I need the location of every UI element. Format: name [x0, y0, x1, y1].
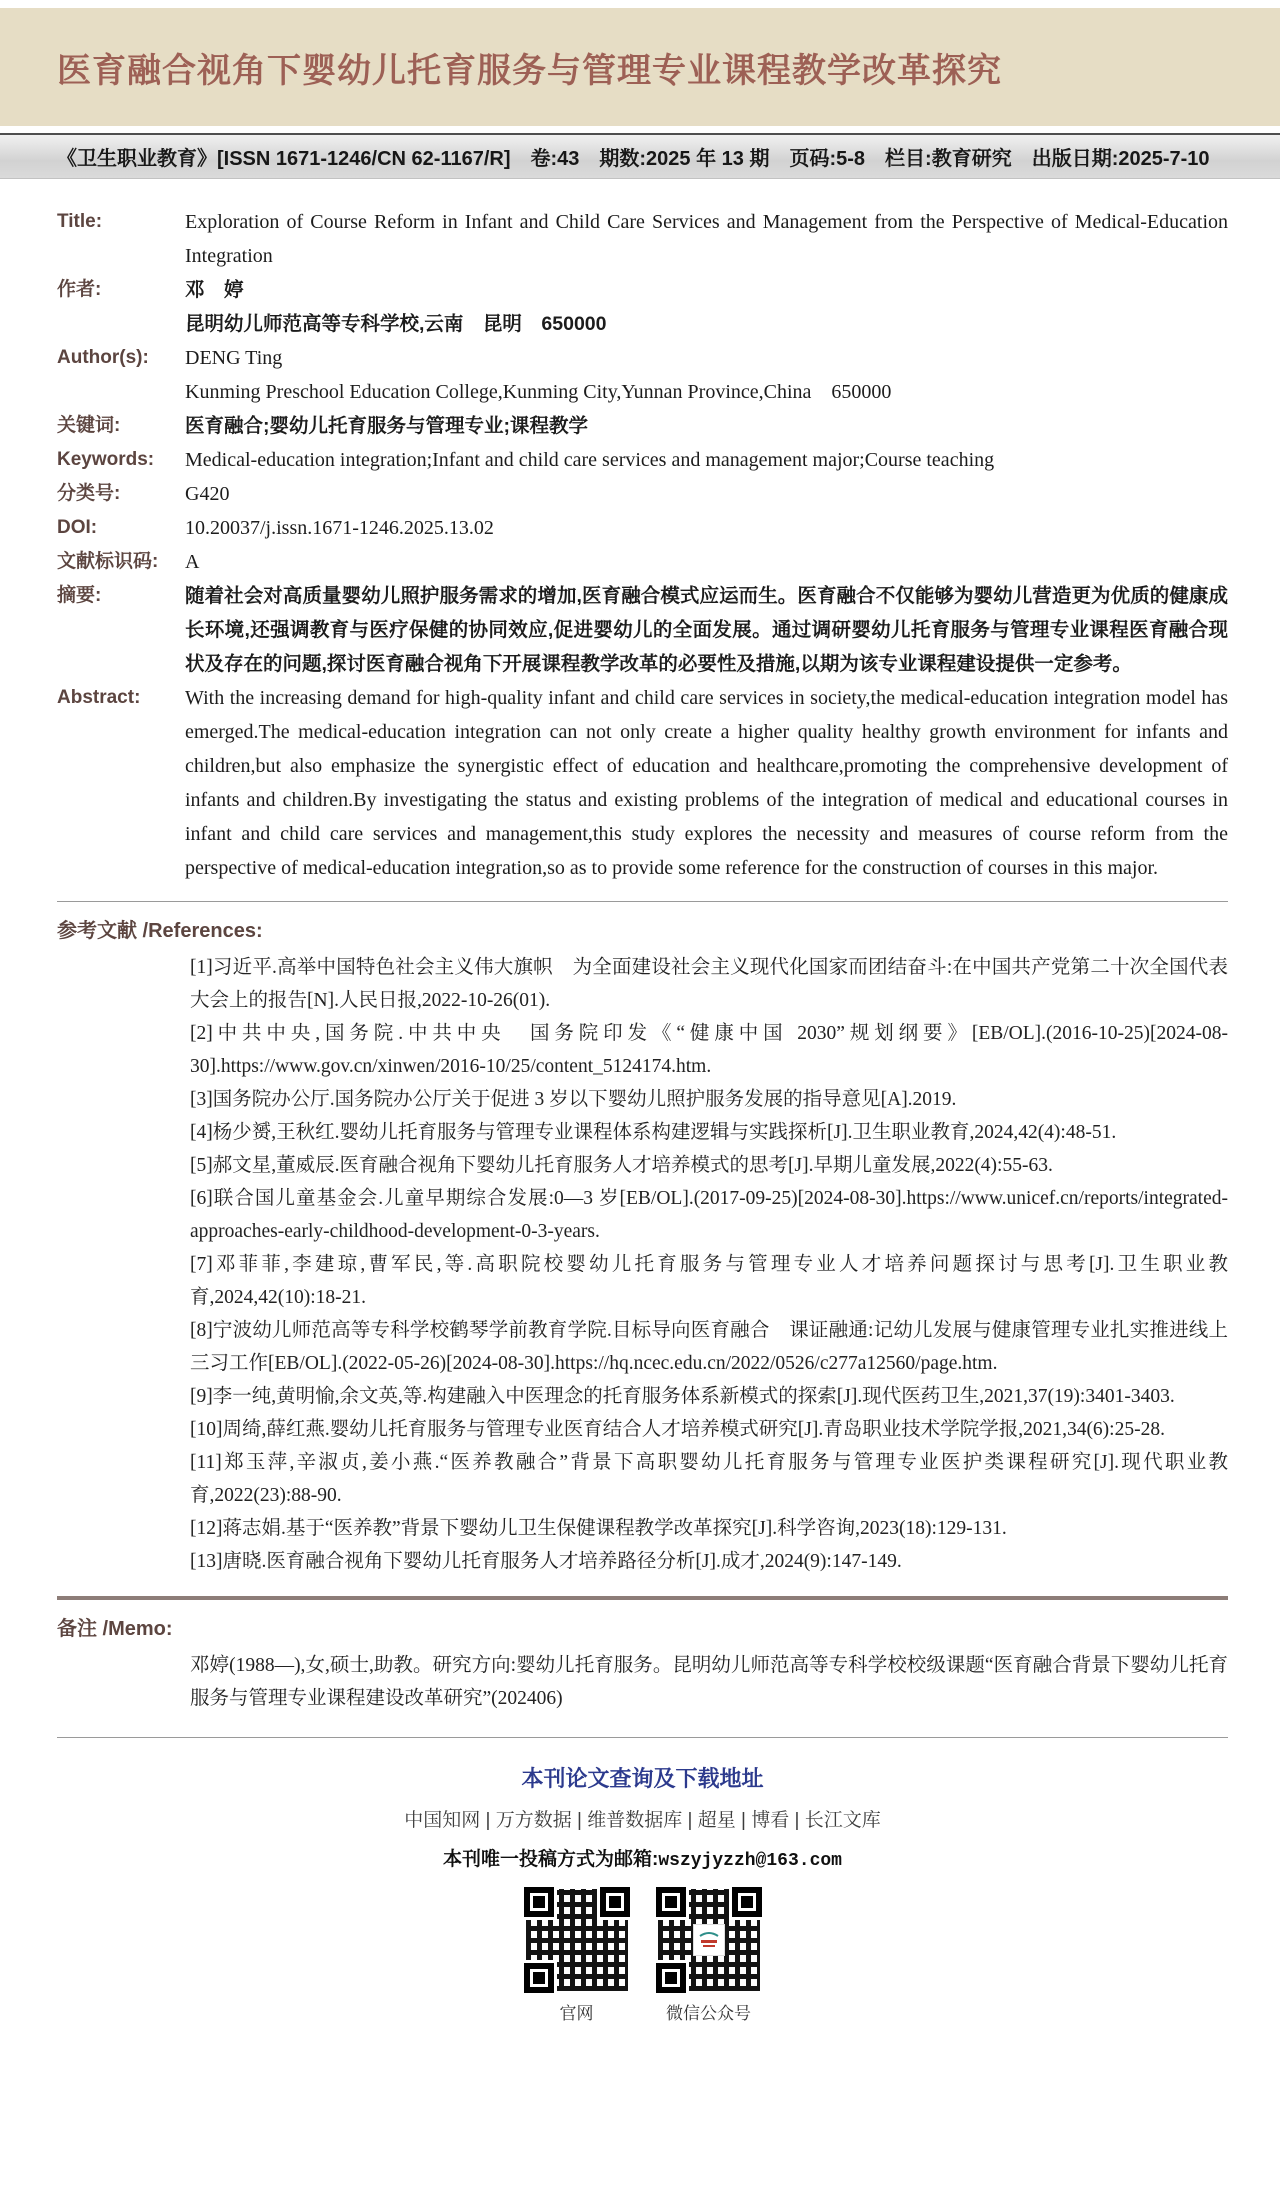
- email-address: wszyjyzzh@163.com: [658, 1851, 842, 1871]
- author-en-value: [185, 341, 1228, 409]
- divider: [57, 901, 1228, 902]
- qr-finder-icon: [600, 1887, 630, 1917]
- abstract-cn-value: 随着社会对高质量婴幼儿照护服务需求的增加,医育融合模式应运而生。医育融合不仅能够为婴幼儿营造更为优质的健康成长环境,还强调教育与医疗保健的协同效应,促进婴幼儿的全面发展。通过调研婴幼儿托育服务与管理专业课程医育融合现状及存在的问题,探讨医育融合视角下开展课程教学改革的必要性及措施,以期为该专业课程建设提供一定参考。: [185, 585, 1228, 675]
- reference-item: [4]杨少赟,王秋红.婴幼儿托育服务与管理专业课程体系构建逻辑与实践探析[J].卫生职业教育,2024,42(4):48-51.: [190, 1122, 1117, 1143]
- abstract-en-label: Abstract:: [57, 687, 141, 708]
- title-label: Title:: [57, 211, 103, 232]
- reference-item: [2]中共中央,国务院.中共中央 国务院印发《“健康中国 2030”规划纲要》[EB/OL].(2016-10-25)[2024-08-30].https://www.gov.cn/xinwen/2016-10/25/content_5124174.htm.: [190, 1023, 1228, 1077]
- qr-code-row: [57, 1887, 1228, 2024]
- abstract-en-value: With the increasing demand for high-quality infant and child care services in society,the medical-education integration model has emerged.The medical-education integration can not only create a higher quality healthy growth environment for infants and children,but also emphasize the synergistic effect of education and healthcare,promoting the comprehensive development of infants and children.By investigating the status and existing problems of the integration of medical and educational courses in infant and child care services and management,this study explores the necessity and measures of course reform from the perspective of medical-education integration,so as to provide some reference for the construction of courses in this major.: [185, 687, 1228, 879]
- meta-row-doi: [57, 511, 1228, 545]
- qr-label-official: 官网: [559, 2004, 594, 2023]
- qr-finder-icon: [524, 1887, 554, 1917]
- meta-row-clc: [57, 477, 1228, 511]
- doi-label: DOI:: [57, 517, 98, 538]
- author-en-affiliation: Kunming Preschool Education College,Kunming City,Yunnan Province,China 650000: [185, 381, 892, 403]
- reference-item: [3]国务院办公厅.国务院办公厅关于促进 3 岁以下婴幼儿照护服务发展的指导意见[A].2019.: [190, 1089, 957, 1110]
- keywords-cn-label: 关键词:: [57, 415, 121, 436]
- meta-row-abstract-en: [57, 681, 1228, 885]
- email-prefix: 本刊唯一投稿方式为邮箱:: [443, 1849, 659, 1870]
- qr-finder-icon: [524, 1963, 554, 1993]
- meta-row-abstract-cn: [57, 579, 1228, 681]
- abstract-cn-label: 摘要:: [57, 585, 102, 606]
- reference-item: [10]周绮,薛红燕.婴幼儿托育服务与管理专业医育结合人才培养模式研究[J].青岛职业技术学院学报,2021,34(6):25-28.: [190, 1419, 1165, 1440]
- memo-text: 邓婷(1988—),女,硕士,助教。研究方向:婴幼儿托育服务。昆明幼儿师范高等专科学校校级课题“医育融合背景下婴幼儿托育服务与管理专业课程建设改革研究”(202406): [190, 1655, 1228, 1709]
- journal-info-text: 《卫生职业教育》[ISSN 1671-1246/CN 62-1167/R] 卷:43 期数:2025 年 13 期 页码:5-8 栏目:教育研究 出版日期:2025-7-10: [57, 148, 1210, 170]
- meta-row-doc-code: [57, 545, 1228, 579]
- meta-row-title: [57, 205, 1228, 273]
- clc-label: 分类号:: [57, 483, 121, 504]
- references-list: [190, 951, 1228, 1578]
- footer-title: 本刊论文查询及下载地址: [521, 1766, 764, 1791]
- reference-item: [11]郑玉萍,辛淑贞,姜小燕.“医养教融合”背景下高职婴幼儿托育服务与管理专业医护类课程研究[J].现代职业教育,2022(23):88-90.: [190, 1452, 1228, 1506]
- keywords-cn-value: 医育融合;婴幼儿托育服务与管理专业;课程教学: [185, 415, 588, 437]
- author-cn-value: [185, 273, 1228, 341]
- keywords-en-label: Keywords:: [57, 449, 155, 470]
- divider: [57, 1737, 1228, 1738]
- keywords-en-value: Medical-education integration;Infant and child care services and management major;Course teaching: [185, 449, 995, 471]
- qr-finder-icon: [656, 1887, 686, 1917]
- official-site-qr-block: [524, 1887, 630, 2024]
- doc-code-label: 文献标识码:: [57, 551, 159, 572]
- journal-logo-icon: [693, 1924, 725, 1956]
- journal-info-bar: [0, 135, 1280, 179]
- meta-row-keywords-en: [57, 443, 1228, 477]
- metadata-section: [0, 179, 1280, 2024]
- clc-value: G420: [185, 483, 230, 505]
- meta-row-author-cn: [57, 273, 1228, 341]
- wechat-qrcode-icon: [656, 1887, 762, 1993]
- qr-label-wechat: 微信公众号: [666, 2004, 751, 2023]
- title-value: Exploration of Course Reform in Infant and Child Care Services and Management from the Perspective of Medical-Education Integration: [185, 211, 1228, 267]
- author-cn-name: 邓 婷: [185, 279, 244, 301]
- author-en-name: DENG Ting: [185, 347, 283, 369]
- meta-row-keywords-cn: [57, 409, 1228, 443]
- author-cn-label: 作者:: [57, 279, 102, 300]
- author-cn-affiliation: 昆明幼儿师范高等专科学校,云南 昆明 650000: [185, 313, 607, 335]
- qr-finder-icon: [732, 1887, 762, 1917]
- memo-body: [190, 1649, 1228, 1715]
- meta-row-author-en: [57, 341, 1228, 409]
- references-heading: 参考文献 /References:: [57, 920, 263, 942]
- wechat-qr-block: [656, 1887, 762, 2024]
- memo-heading: 备注 /Memo:: [57, 1618, 173, 1640]
- submission-email: [57, 1844, 1228, 1871]
- reference-item: [9]李一纯,黄明愉,余文英,等.构建融入中医理念的托育服务体系新模式的探索[J].现代医药卫生,2021,37(19):3401-3403.: [190, 1386, 1175, 1407]
- memo-divider: [57, 1596, 1228, 1600]
- doi-value: 10.20037/j.issn.1671-1246.2025.13.02: [185, 517, 494, 539]
- footer-section: [57, 1762, 1228, 2024]
- official-site-qrcode-icon: [524, 1887, 630, 1993]
- author-en-label: Author(s):: [57, 347, 149, 368]
- reference-item: [6]联合国儿童基金会.儿童早期综合发展:0—3 岁[EB/OL].(2017-09-25)[2024-08-30].https://www.unicef.cn/reports/integrated-approaches-early-childhood-development-0-3-years.: [190, 1188, 1228, 1242]
- reference-item: [7]邓菲菲,李建琼,曹军民,等.高职院校婴幼儿托育服务与管理专业人才培养问题探讨与思考[J].卫生职业教育,2024,42(10):18-21.: [190, 1254, 1228, 1308]
- article-title-cn: 医育融合视角下婴幼儿托育服务与管理专业课程教学改革探究: [57, 51, 1002, 90]
- database-list: 中国知网 | 万方数据 | 维普数据库 | 超星 | 博看 | 长江文库: [404, 1810, 881, 1831]
- reference-item: [8]宁波幼儿师范高等专科学校鹤琴学前教育学院.目标导向医育融合 课证融通:记幼儿发展与健康管理专业扎实推进线上三习工作[EB/OL].(2022-05-26)[2024-08-30].https://hq.ncec.edu.cn/2022/0526/c277a12560/page.htm.: [190, 1320, 1228, 1374]
- reference-item: [13]唐晓.医育融合视角下婴幼儿托育服务人才培养路径分析[J].成才,2024(9):147-149.: [190, 1551, 902, 1572]
- reference-item: [1]习近平.高举中国特色社会主义伟大旗帜 为全面建设社会主义现代化国家而团结奋斗:在中国共产党第二十次全国代表大会上的报告[N].人民日报,2022-10-26(01).: [190, 957, 1228, 1011]
- reference-item: [5]郝文星,董威辰.医育融合视角下婴幼儿托育服务人才培养模式的思考[J].早期儿童发展,2022(4):55-63.: [190, 1155, 1053, 1176]
- doc-code-value: A: [185, 551, 200, 573]
- page-banner: [0, 8, 1280, 126]
- qr-finder-icon: [656, 1963, 686, 1993]
- reference-item: [12]蒋志娟.基于“医养教”背景下婴幼儿卫生保健课程教学改革探究[J].科学咨询,2023(18):129-131.: [190, 1518, 1007, 1539]
